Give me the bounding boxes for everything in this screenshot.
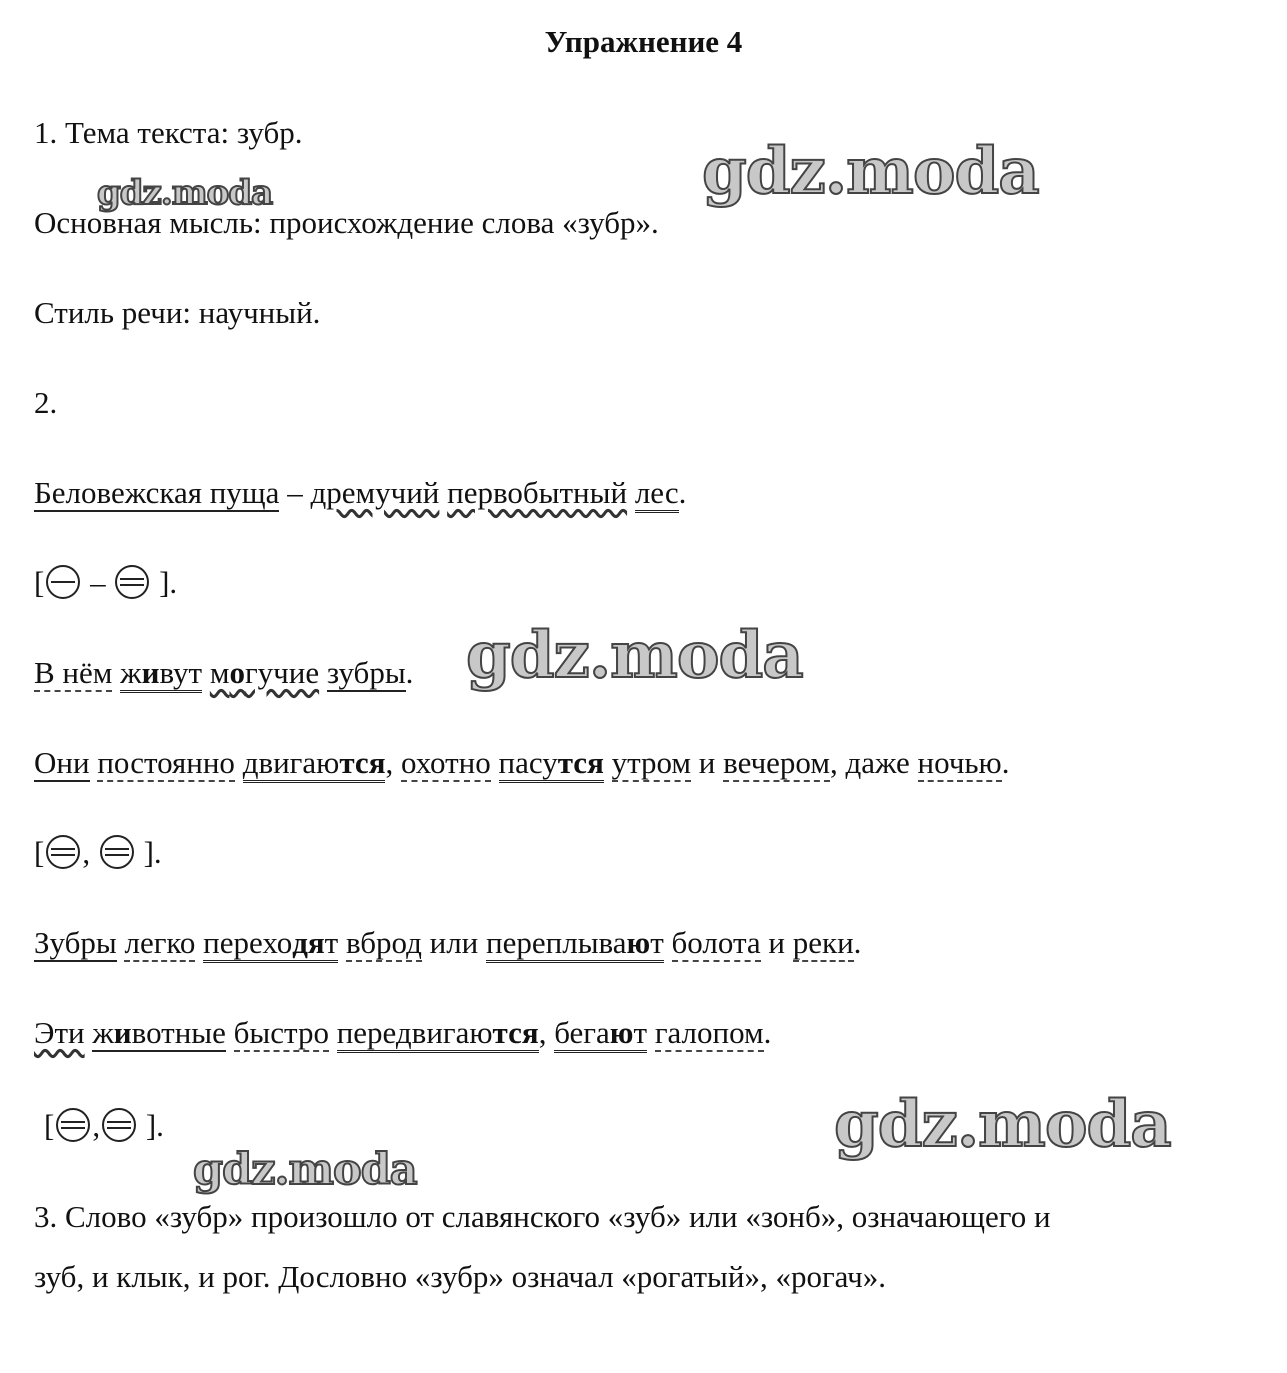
sentence-2: В нём живут могучие зубры. xyxy=(34,653,413,693)
adverbial: ночью xyxy=(917,745,1002,780)
predicate-circle-icon xyxy=(115,565,149,599)
watermark-logo: gdz.moda xyxy=(466,618,803,693)
subject: Зубры xyxy=(34,925,117,960)
object: реки xyxy=(792,925,854,960)
adverbial: быстро xyxy=(233,1015,329,1050)
predicate: пасутся xyxy=(499,745,604,783)
adverbial: В нём xyxy=(34,655,113,690)
sentence-3: Они постоянно двигаются, охотно пасутся утром и вечером, даже ночью. xyxy=(34,743,1009,783)
adverbial: вечером xyxy=(723,745,830,780)
predicate-circle-icon xyxy=(100,835,134,869)
attribute: дремучий xyxy=(310,475,440,510)
object: болота xyxy=(671,925,761,960)
predicate-circle-icon xyxy=(102,1108,136,1142)
section2-number: 2. xyxy=(34,385,58,420)
adverbial: легко xyxy=(124,925,196,960)
sentence-scheme-1: [ – ]. xyxy=(34,565,178,600)
watermark-logo: gdz.moda xyxy=(834,1087,1171,1162)
predicate: бегают xyxy=(554,1015,647,1053)
watermark-logo: gdz.moda xyxy=(193,1145,417,1195)
text-main-idea: Основная мысль: происхождение слова «зубр». xyxy=(34,205,659,240)
attribute: могучие xyxy=(209,655,320,690)
predicate-circle-icon xyxy=(56,1108,90,1142)
predicate-circle-icon xyxy=(46,835,80,869)
page-title: Упражнение 4 xyxy=(544,24,743,59)
adverbial: вброд xyxy=(345,925,422,960)
sentence-5: Эти животные быстро передвигаются, бегают галопом. xyxy=(34,1013,771,1053)
text-origin-line-2: зуб, и клык, и рог. Дословно «зубр» означал «рогатый», «рогач». xyxy=(34,1259,887,1294)
sentence-4: Зубры легко переходят вброд или переплывают болота и реки. xyxy=(34,923,861,963)
predicate: переходят xyxy=(203,925,338,963)
adverbial: галопом xyxy=(654,1015,764,1050)
subject: животные xyxy=(92,1015,226,1050)
subject: Беловежская пуща xyxy=(34,475,280,510)
predicate: живут xyxy=(120,655,202,693)
adverbial: постоянно xyxy=(97,745,235,780)
subject: зубры xyxy=(326,655,406,690)
attribute: Эти xyxy=(34,1015,85,1050)
sentence-scheme-2: [ , ]. xyxy=(34,835,162,870)
text-theme: 1. Тема текста: зубр. xyxy=(34,115,303,150)
subject-circle-icon xyxy=(46,565,80,599)
sentence-1: Беловежская пуща – дремучий первобытный лес. xyxy=(34,473,686,513)
text-origin-line-1: 3. Слово «зубр» произошло от славянского «зуб» или «зонб», означающего и xyxy=(34,1199,1051,1234)
predicate: переплывают xyxy=(486,925,664,963)
subject: Они xyxy=(34,745,90,780)
predicate: передвигаются xyxy=(337,1015,539,1053)
sentence-scheme-3: [ , ]. xyxy=(44,1108,164,1143)
text-speech-style: Стиль речи: научный. xyxy=(34,295,321,330)
adverbial: утром xyxy=(611,745,692,780)
predicate: двигаются xyxy=(243,745,386,783)
adverbial: охотно xyxy=(400,745,491,780)
watermark-logo: gdz.moda xyxy=(702,134,1039,209)
attribute: первобытный xyxy=(447,475,628,510)
watermark-logo: gdz.moda xyxy=(97,173,273,213)
predicate: лес xyxy=(635,475,679,513)
